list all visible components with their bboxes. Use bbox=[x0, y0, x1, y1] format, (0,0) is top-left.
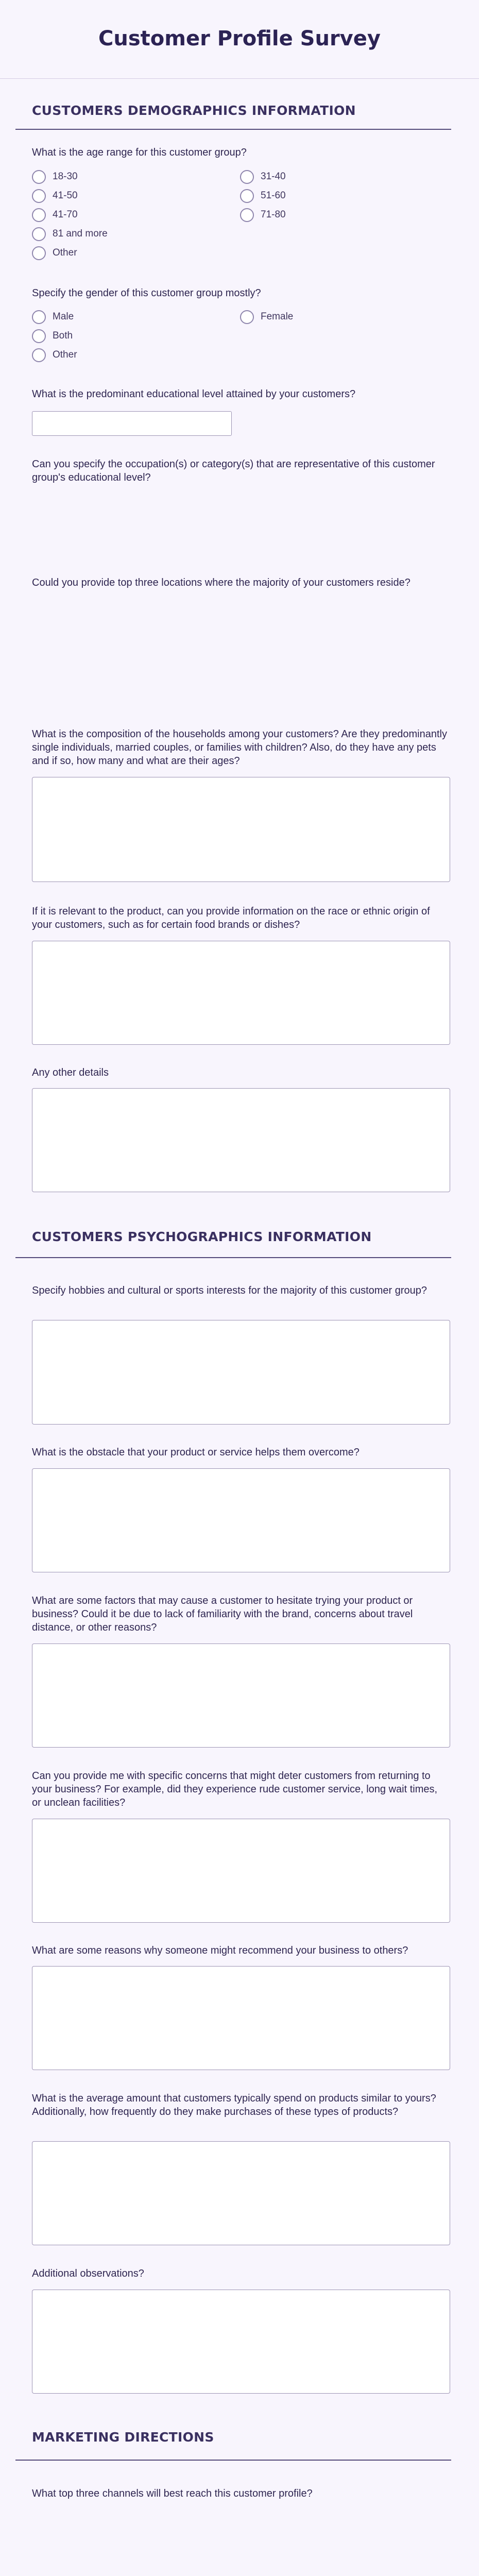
radio-label: 71-80 bbox=[261, 209, 286, 220]
radio-option[interactable] bbox=[32, 207, 78, 223]
radio-label: 31-40 bbox=[261, 171, 286, 182]
radio-circle-icon[interactable] bbox=[32, 348, 46, 362]
question-education: What is the predominant educational level attained by your customers? bbox=[32, 388, 356, 400]
question-race: If it is relevant to the product, can you provide information on the race or ethnic origin of your customers, such as for certain food brands or dishes? bbox=[32, 906, 430, 930]
radio-label: Both bbox=[53, 330, 73, 341]
radio-circle-icon[interactable] bbox=[240, 189, 254, 203]
radio-option[interactable] bbox=[32, 188, 78, 204]
obstacle-textarea[interactable] bbox=[32, 1468, 450, 1572]
section-divider bbox=[15, 1257, 451, 1258]
radio-circle-icon[interactable] bbox=[32, 310, 46, 324]
section-divider bbox=[15, 2460, 451, 2461]
radio-circle-icon[interactable] bbox=[32, 208, 46, 222]
form-title: Customer Profile Survey bbox=[98, 27, 381, 50]
radio-circle-icon[interactable] bbox=[32, 189, 46, 203]
concerns-textarea[interactable] bbox=[32, 1819, 450, 1923]
recommend-textarea[interactable] bbox=[32, 1966, 450, 2070]
radio-label: Other bbox=[53, 349, 77, 360]
radio-label: 41-70 bbox=[53, 209, 78, 220]
radio-circle-icon[interactable] bbox=[240, 170, 254, 184]
other-details-textarea[interactable] bbox=[32, 1088, 450, 1192]
education-input[interactable] bbox=[32, 411, 232, 436]
hobbies-textarea[interactable] bbox=[32, 1320, 450, 1425]
race-textarea[interactable] bbox=[32, 941, 450, 1045]
question-obstacle: What is the obstacle that your product or service helps them overcome? bbox=[32, 1447, 360, 1458]
question-hobbies: Specify hobbies and cultural or sports interests for the majority of this customer group? bbox=[32, 1285, 427, 1296]
question-concerns: Can you provide me with specific concerns that might deter customers from returning to your business? For example, did they experience rude customer service, long wait times, or unclean facilities? bbox=[32, 1770, 438, 1808]
radio-option[interactable] bbox=[32, 309, 74, 325]
radio-option[interactable] bbox=[240, 309, 293, 325]
question-occupation: Can you specify the occupation(s) or category(s) that are representative of this customer group's educational level? bbox=[32, 459, 435, 483]
radio-option[interactable] bbox=[240, 169, 286, 184]
radio-circle-icon[interactable] bbox=[32, 227, 46, 241]
radio-label: 81 and more bbox=[53, 228, 108, 239]
question-households: What is the composition of the households among your customers? Are they predominantly single individuals, married couples, or families with children? Also, do they have any pets and if so, how many and what are their ages? bbox=[32, 728, 447, 767]
question-age: What is the age range for this customer group? bbox=[32, 147, 247, 158]
spend-textarea[interactable] bbox=[32, 2141, 450, 2245]
section-title-psychographics: CUSTOMERS PSYCHOGRAPHICS INFORMATION bbox=[32, 1229, 372, 1244]
question-spend: What is the average amount that customers typically spend on products similar to yours? Additionally, how frequently do they make purchases of these types of products? bbox=[32, 2093, 436, 2117]
question-channels: What top three channels will best reach this customer profile? bbox=[32, 2488, 313, 2499]
radio-circle-icon[interactable] bbox=[240, 208, 254, 222]
radio-label: 51-60 bbox=[261, 190, 286, 201]
radio-label: Female bbox=[261, 311, 294, 322]
question-locations: Could you provide top three locations where the majority of your customers reside? bbox=[32, 577, 410, 588]
radio-option[interactable] bbox=[32, 169, 78, 184]
radio-circle-icon[interactable] bbox=[240, 310, 254, 324]
households-textarea[interactable] bbox=[32, 777, 450, 882]
radio-label: Other bbox=[53, 247, 77, 258]
section-title-marketing: MARKETING DIRECTIONS bbox=[32, 2430, 214, 2445]
radio-option[interactable] bbox=[32, 328, 73, 344]
question-recommend: What are some reasons why someone might recommend your business to others? bbox=[32, 1945, 408, 1956]
section-divider bbox=[15, 129, 451, 130]
radio-option[interactable] bbox=[240, 207, 286, 223]
question-other-details: Any other details bbox=[32, 1067, 109, 1078]
radio-option[interactable] bbox=[32, 347, 77, 363]
radio-option[interactable] bbox=[240, 188, 286, 204]
radio-circle-icon[interactable] bbox=[32, 246, 46, 260]
section-title-demographics: CUSTOMERS DEMOGRAPHICS INFORMATION bbox=[32, 103, 356, 118]
radio-option[interactable] bbox=[32, 226, 108, 242]
radio-label: Male bbox=[53, 311, 74, 322]
question-observations: Additional observations? bbox=[32, 2268, 144, 2279]
radio-circle-icon[interactable] bbox=[32, 170, 46, 184]
radio-label: 18-30 bbox=[53, 171, 78, 182]
radio-circle-icon[interactable] bbox=[32, 329, 46, 343]
question-gender: Specify the gender of this customer group mostly? bbox=[32, 287, 261, 299]
hesitate-textarea[interactable] bbox=[32, 1643, 450, 1748]
observations-textarea[interactable] bbox=[32, 2290, 450, 2394]
header-divider bbox=[0, 78, 479, 79]
question-hesitate: What are some factors that may cause a customer to hesitate trying your product or business? Could it be due to lack of familiarity with the brand, concerns about travel distance, or other reasons? bbox=[32, 1595, 413, 1633]
radio-label: 41-50 bbox=[53, 190, 78, 201]
radio-option[interactable] bbox=[32, 245, 77, 261]
